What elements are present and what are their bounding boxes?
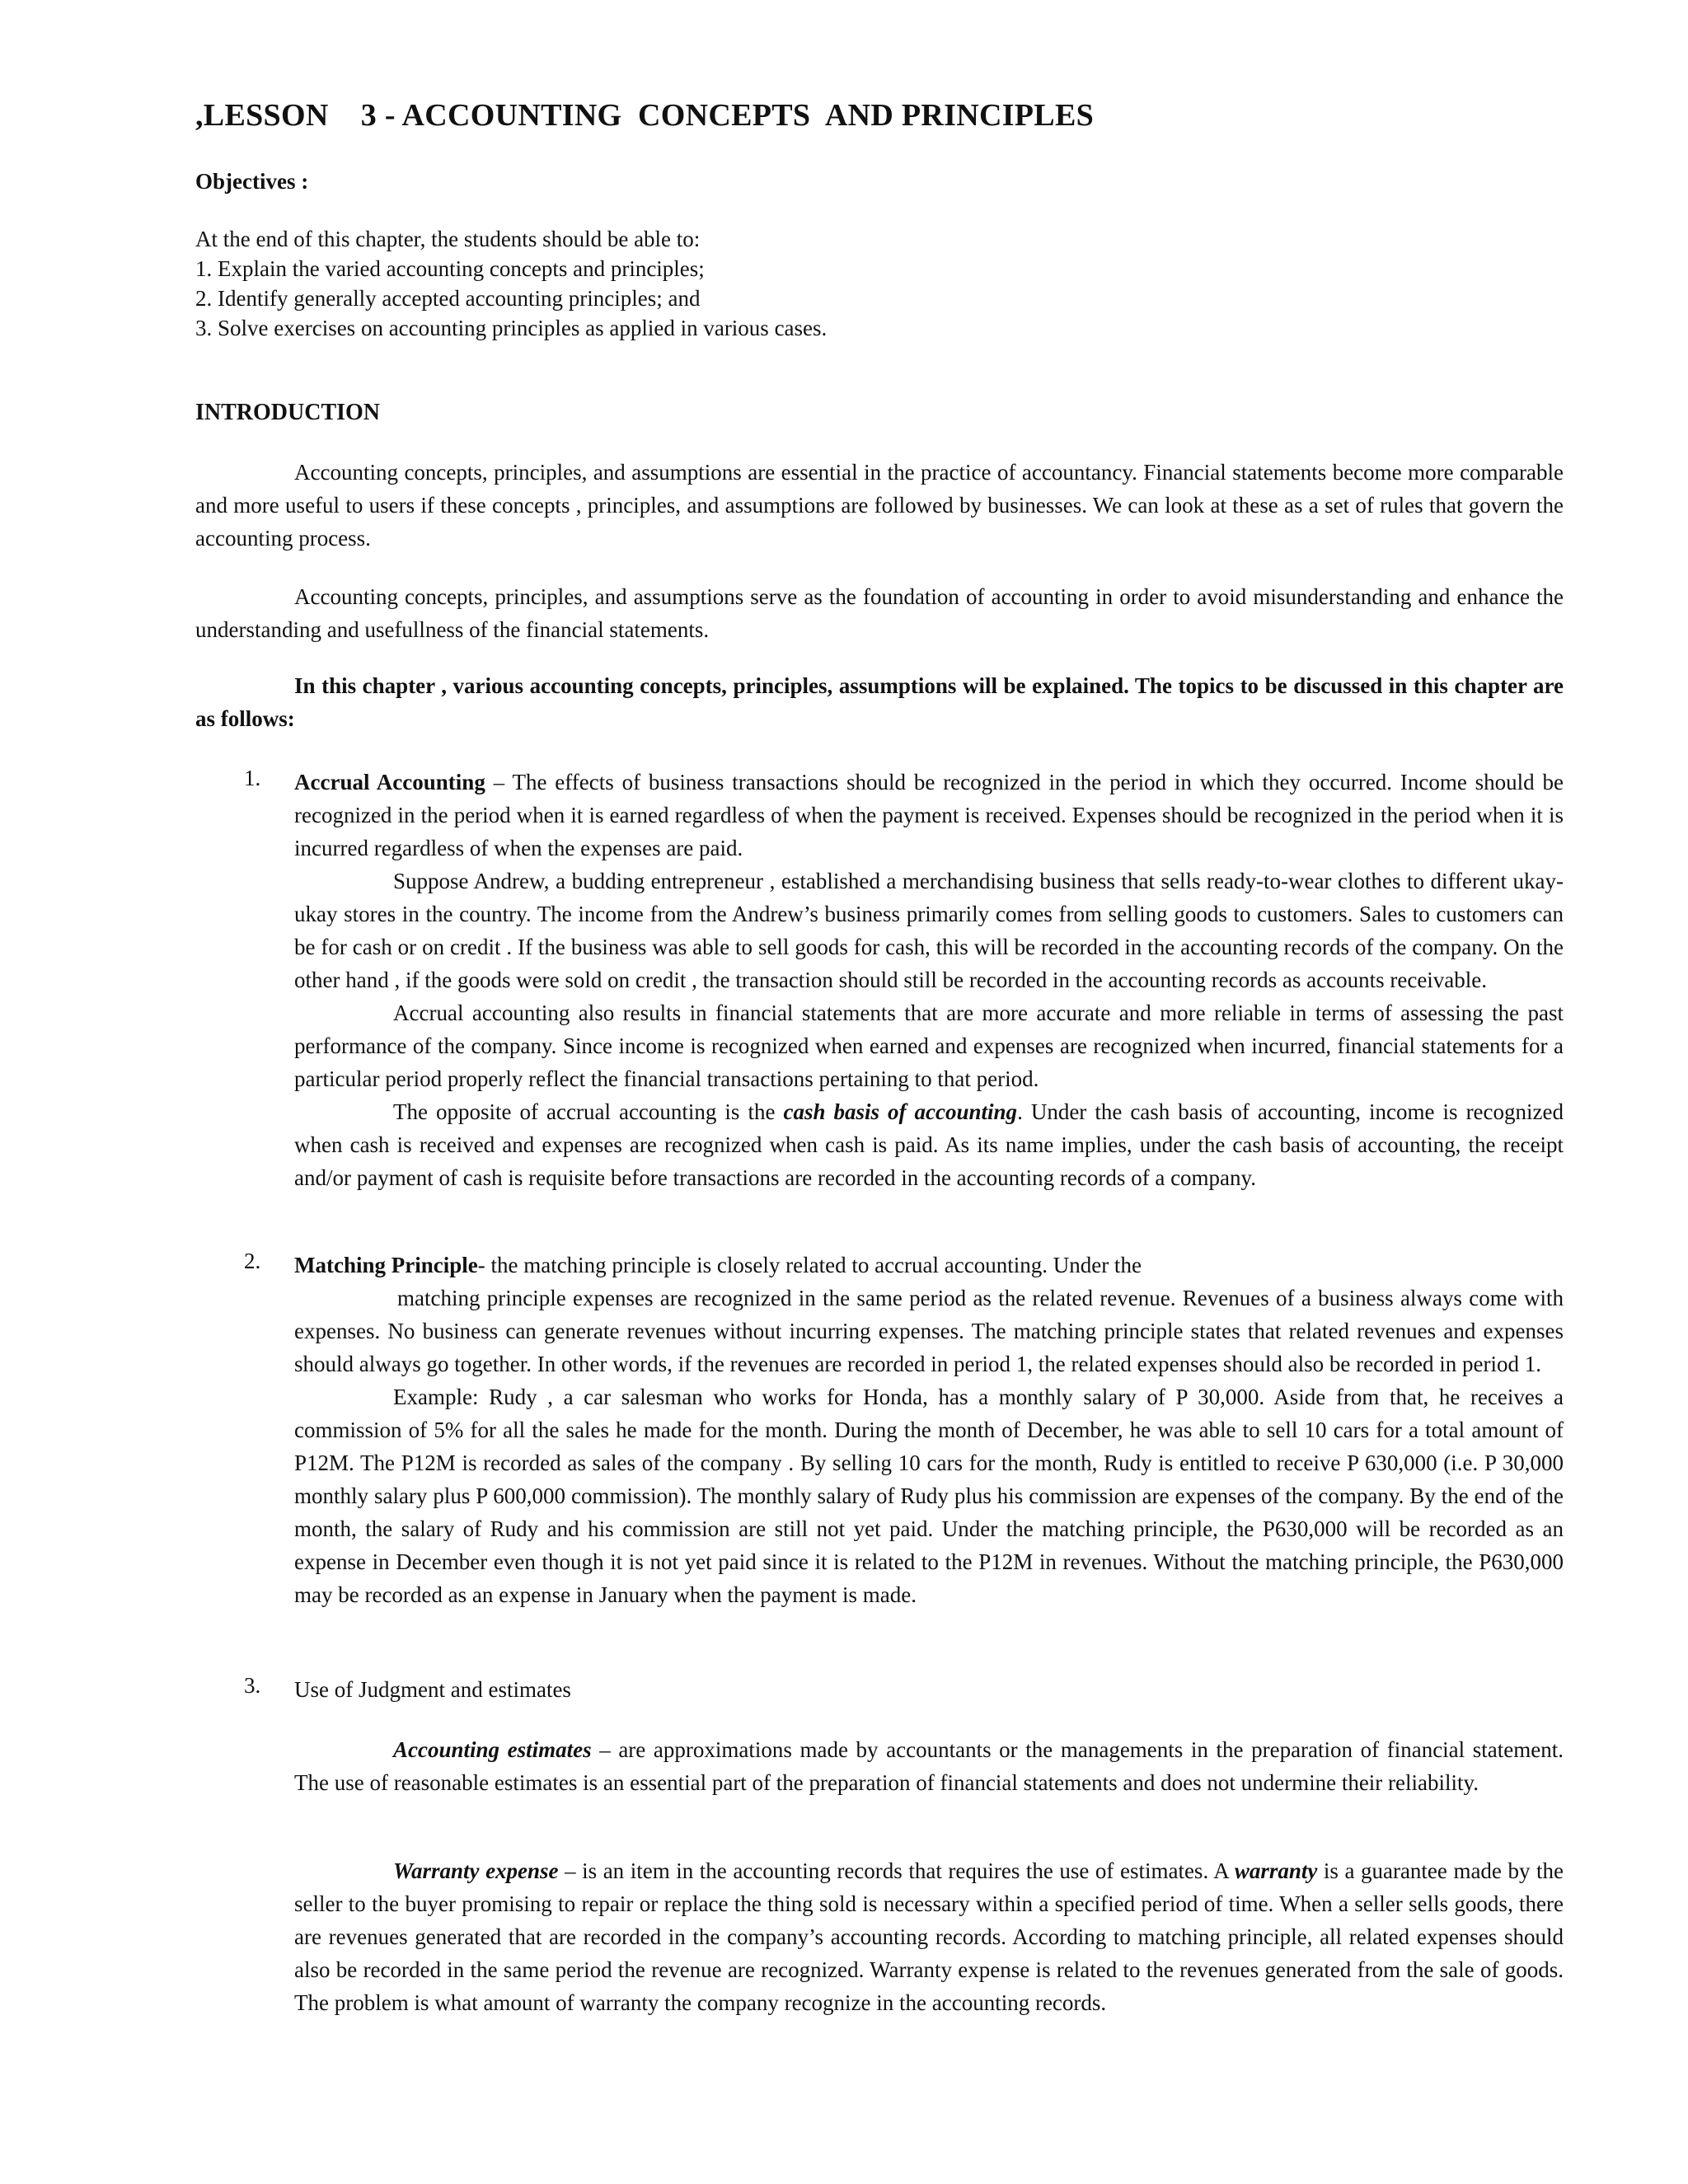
accounting-estimates-text xyxy=(294,1733,1564,1799)
item-1-term: Accrual Accounting xyxy=(294,770,485,794)
objectives-list xyxy=(195,224,827,343)
item-1-subparagraph xyxy=(294,1095,1564,1194)
objective-item: 3. Solve exercises on accounting principles as applied in various cases. xyxy=(195,316,828,340)
item-2-continuation: matching principle expenses are recognized in the same period as the related revenue. Revenues of a business always come with expenses. No business can generate revenues without incurring expenses. The matching principle states that related revenues and expenses should always go together. In other words, if the revenues are recorded in period 1, the related expenses should also be recorded in period 1. xyxy=(294,1286,1564,1376)
objective-item: 2. Identify generally accepted accounting principles; and xyxy=(195,286,701,311)
warranty-expense-definition-cont: is a guarantee made by the seller to the buyer promising to repair or replace the thing sold is necessary within a specified period of time. When a seller sells goods, there are revenues generated that are recorded in the company’s accounting records. According to matching principle, all related expenses should also be recorded in the same period the revenue are recognized. Warranty expense is related to the revenues generated from the sale of goods. The problem is what amount of warranty the company recognize in the accounting records. xyxy=(294,1858,1564,2015)
intro-paragraph-1: Accounting concepts, principles, and assumptions are essential in the practice of accountancy. Financial statements become more comparable and more useful to users if these concepts , principles, and assumptions are followed by businesses. We can look at these as a set of rules that govern the accounting process. xyxy=(195,460,1564,551)
lesson-title: ,LESSON 3 - ACCOUNTING CONCEPTS AND PRINCIPLES xyxy=(195,98,1095,133)
objectives-heading: Objectives : xyxy=(195,169,309,194)
cash-basis-term: cash basis of accounting xyxy=(783,1099,1018,1124)
item-number-1: 1. xyxy=(244,766,261,790)
introduction-heading: INTRODUCTION xyxy=(195,400,381,425)
warranty-term: warranty xyxy=(1234,1858,1318,1883)
item-2-example: Example: Rudy , a car salesman who works for Honda, has a monthly salary of P 30,000. Aside from that, he receives a commission of 5% for all the sales he made for the month. During the month of December, he was able to sell 10 cars for a total amount of P12M. The P12M is recorded as sales of the company . By selling 10 cars for the month, Rudy is entitled to receive P 630,000 (i.e. P 30,000 monthly salary plus P 600,000 commission). The monthly salary of Rudy plus his commission are expenses of the company. By the end of the month, the salary of Rudy and his commission are still not yet paid. Under the matching principle, the P630,000 will be recorded as an expense in December even though it is not yet paid since it is related to the P12M in revenues. Without the matching principle, the P630,000 may be recorded as an expense in January when the payment is made. xyxy=(294,1385,1564,1607)
intro-paragraph-3: In this chapter , various accounting concepts, principles, assumptions will be explained. The topics to be discussed in this chapter are as follows: xyxy=(195,673,1564,731)
item-accrual-accounting xyxy=(294,766,1564,1194)
item-1-lead xyxy=(294,766,1564,865)
item-2-lead-text: - the matching principle is closely related to accrual accounting. Under the xyxy=(477,1253,1142,1277)
item-3-heading: Use of Judgment and estimates xyxy=(294,1677,571,1702)
intro-paragraph-2: Accounting concepts, principles, and assumptions serve as the foundation of accounting in order to avoid misunderstanding and enhance the understanding and usefullness of the financial statements. xyxy=(195,584,1564,642)
objectives-intro-line: At the end of this chapter, the students should be able to: xyxy=(195,227,701,251)
item-1-subparagraph: Suppose Andrew, a budding entrepreneur , established a merchandising business that sells ready-to-wear clothes to different ukay-ukay stores in the country. The income from the Andrew’s business primarily comes from selling goods to customers. Sales to customers can be for cash or on credit . If the business was able to sell goods for cash, this will be recorded in the accounting records of the company. On the other hand , if the goods were sold on credit , the transaction should still be recorded in the accounting records as accounts receivable. xyxy=(294,869,1564,992)
item-2-lead xyxy=(294,1249,1564,1282)
warranty-expense-term: Warranty expense xyxy=(393,1858,559,1883)
objective-item: 1. Explain the varied accounting concepts and principles; xyxy=(195,256,705,281)
item-1-subparagraph: Accrual accounting also results in financial statements that are more accurate and more reliable in terms of assessing the past performance of the company. Since income is recognized when earned and expenses are recognized when incurred, financial statements for a particular period properly reflect the financial transactions pertaining to that period. xyxy=(294,1001,1564,1091)
warranty-expense-paragraph xyxy=(294,1854,1564,2019)
accounting-estimates-term: Accounting estimates xyxy=(393,1737,592,1762)
item-2-term: Matching Principle xyxy=(294,1253,478,1277)
warranty-expense-definition: – is an item in the accounting records that requires the use of estimates. A xyxy=(558,1858,1235,1883)
item-1-sub3-text: The opposite of accrual accounting is the xyxy=(393,1099,784,1124)
item-number-2: 2. xyxy=(244,1249,261,1273)
accounting-estimates-paragraph xyxy=(294,1733,1564,1799)
item-number-3: 3. xyxy=(244,1673,261,1698)
accounting-estimates-definition: – are approximations made by accountants or the managements in the preparation of financial statement. The use of reasonable estimates is an essential part of the preparation of financial statements and does not undermine their reliability. xyxy=(294,1737,1564,1795)
item-matching-principle xyxy=(294,1249,1564,1611)
item-1-lead-text: – The effects of business transactions should be recognized in the period in which they occurred. Income should be recognized in the period when it is earned regardless of when the payment is received. Expenses should be recognized in the period when it is incurred regardless of when the expenses are paid. xyxy=(294,770,1564,860)
warranty-expense-text xyxy=(294,1854,1564,2019)
item-1-sub3-text: . Under the cash basis of accounting, income is recognized when cash is received and expenses are recognized when cash is paid. As its name implies, under the cash basis of accounting, the receipt and/or payment of cash is requisite before transactions are recorded in the accounting records of a company. xyxy=(294,1099,1564,1190)
